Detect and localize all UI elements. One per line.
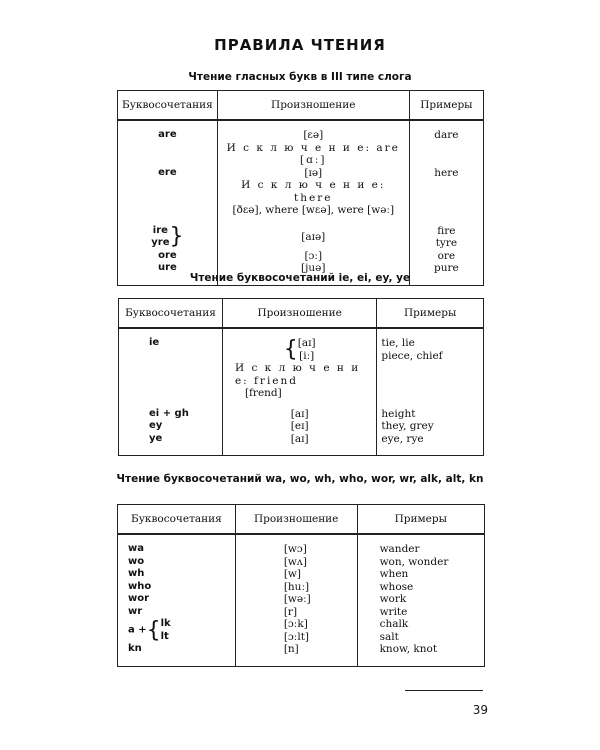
table-row bbox=[118, 250, 484, 263]
page-title: ПРАВИЛА ЧТЕНИЯ bbox=[214, 36, 386, 54]
example: work bbox=[357, 593, 484, 606]
header-combinations: Буквосочетания bbox=[118, 505, 236, 535]
table-row bbox=[118, 556, 485, 569]
table-row bbox=[118, 142, 484, 167]
example bbox=[409, 217, 483, 250]
pronunciation: [ɔː] bbox=[217, 250, 409, 263]
table-row bbox=[118, 618, 485, 643]
combination: who bbox=[118, 581, 236, 594]
example-salt: salt bbox=[379, 630, 399, 643]
pronunciation: [ɪə] bbox=[217, 167, 409, 180]
section-3-title: Чтение буквосочетаний wa, wo, wh, who, wor, wr, alk, alt, kn bbox=[116, 473, 484, 485]
combination: wr bbox=[118, 606, 236, 619]
section-1-title: Чтение гласных букв в III типе слога bbox=[188, 71, 412, 83]
combination: ei + gh bbox=[119, 400, 223, 421]
pronunciation: [w] bbox=[235, 568, 357, 581]
table-row bbox=[118, 534, 485, 556]
table-row bbox=[118, 167, 484, 180]
pronunciation: [aɪə] bbox=[217, 217, 409, 250]
right-brace-icon: } bbox=[169, 224, 184, 249]
pronunciation: [aɪ] bbox=[222, 433, 376, 456]
pronunciation bbox=[222, 328, 376, 362]
combination-a-plus: a + bbox=[128, 624, 147, 636]
table-row bbox=[118, 179, 484, 204]
example: whose bbox=[357, 581, 484, 594]
example: they, grey bbox=[377, 420, 484, 433]
pronunciation: [huː] bbox=[235, 581, 357, 594]
table-header-row bbox=[118, 91, 484, 121]
example: ore bbox=[409, 250, 483, 263]
combination-yre: yre bbox=[151, 237, 170, 248]
example bbox=[357, 618, 484, 643]
example: pure bbox=[409, 262, 483, 285]
combination: wh bbox=[118, 568, 236, 581]
combination: are bbox=[118, 120, 218, 142]
table-row bbox=[119, 362, 484, 387]
table-row bbox=[118, 217, 484, 250]
exception-note: И с к л ю ч е н и е: are [ɑː] bbox=[217, 142, 409, 167]
combination-ire: ire bbox=[152, 224, 168, 236]
example-tyre: tyre bbox=[435, 237, 458, 249]
example-fire: fire bbox=[437, 224, 456, 237]
ie-ei-ey-ye-table bbox=[118, 298, 484, 456]
vowels-third-syllable-table bbox=[117, 90, 484, 286]
pronunciation: [wəː] bbox=[235, 593, 357, 606]
combination: ure bbox=[118, 262, 218, 285]
example: won, wonder bbox=[357, 556, 484, 569]
example: height bbox=[377, 400, 484, 421]
table-row bbox=[118, 120, 484, 142]
combination bbox=[118, 217, 218, 250]
exception-note: [ðɛə], where [wɛə], were [wəː] bbox=[217, 204, 409, 217]
pronunciation: [r] bbox=[235, 606, 357, 619]
example: here bbox=[409, 167, 483, 180]
example bbox=[377, 328, 484, 362]
example: know, knot bbox=[357, 643, 484, 666]
pronunciation: [n] bbox=[235, 643, 357, 666]
exception-note: И с к л ю ч е н и е: friend bbox=[222, 362, 376, 387]
header-combinations: Буквосочетания bbox=[119, 299, 223, 329]
combination: ore bbox=[118, 250, 218, 263]
footer-divider bbox=[405, 690, 483, 691]
table-row bbox=[119, 433, 484, 456]
pronunciation: [wɔ] bbox=[235, 534, 357, 556]
header-examples: Примеры bbox=[357, 505, 484, 535]
pronunciation-alt: [ɔːlt] bbox=[283, 630, 310, 643]
table-row bbox=[118, 204, 484, 217]
pronunciation: [aɪ] bbox=[222, 400, 376, 421]
page-number: 39 bbox=[472, 703, 488, 717]
header-pronunciation: Произношение bbox=[235, 505, 357, 535]
combination: ie bbox=[119, 328, 223, 362]
pronunciation-alk: [ɔːk] bbox=[283, 618, 308, 630]
exception-note: И с к л ю ч е н и е: there bbox=[217, 179, 409, 204]
left-brace-icon: { bbox=[146, 617, 161, 643]
example: wander bbox=[357, 534, 484, 556]
example: write bbox=[357, 606, 484, 619]
table-row bbox=[119, 420, 484, 433]
combination: wor bbox=[118, 593, 236, 606]
header-pronunciation: Произношение bbox=[222, 299, 376, 329]
example-piece-chief: piece, chief bbox=[381, 349, 443, 362]
example: dare bbox=[409, 120, 483, 142]
combination: wo bbox=[118, 556, 236, 569]
exception-note: [frend] bbox=[222, 387, 376, 400]
combination: ye bbox=[119, 433, 223, 456]
table-row bbox=[118, 593, 485, 606]
table-row bbox=[118, 606, 485, 619]
pronunciation: [wʌ] bbox=[235, 556, 357, 569]
combination-lk: lk bbox=[160, 618, 171, 629]
pronunciation: [juə] bbox=[217, 262, 409, 285]
example-chalk: chalk bbox=[379, 618, 409, 630]
combination bbox=[118, 618, 236, 643]
table-row bbox=[119, 328, 484, 362]
combination: wa bbox=[118, 534, 236, 556]
combination: ere bbox=[118, 167, 218, 180]
header-examples: Примеры bbox=[409, 91, 483, 121]
header-examples: Примеры bbox=[377, 299, 484, 329]
pronunciation-ai: [aɪ] bbox=[297, 337, 316, 349]
table-header-row bbox=[119, 299, 484, 329]
table-row bbox=[119, 400, 484, 421]
table-row bbox=[118, 643, 485, 666]
pronunciation: [eɪ] bbox=[222, 420, 376, 433]
table-row bbox=[118, 581, 485, 594]
combination-lt: lt bbox=[160, 630, 169, 642]
table-header-row bbox=[118, 505, 485, 535]
section-2-title: Чтение буквосочетаний ie, ei, ey, ye bbox=[189, 272, 411, 284]
example: when bbox=[357, 568, 484, 581]
table-row bbox=[119, 387, 484, 400]
pronunciation-i-long: [iː] bbox=[299, 349, 315, 362]
example: eye, rye bbox=[377, 433, 484, 456]
combination: ey bbox=[119, 420, 223, 433]
example-tie-lie: tie, lie bbox=[381, 337, 415, 349]
pronunciation bbox=[235, 618, 357, 643]
wa-wo-wh-table bbox=[117, 504, 485, 667]
pronunciation: [ɛə] bbox=[217, 120, 409, 142]
table-row bbox=[118, 568, 485, 581]
header-combinations: Буквосочетания bbox=[118, 91, 218, 121]
left-brace-icon: { bbox=[283, 336, 298, 362]
header-pronunciation: Произношение bbox=[217, 91, 409, 121]
combination: kn bbox=[118, 643, 236, 666]
